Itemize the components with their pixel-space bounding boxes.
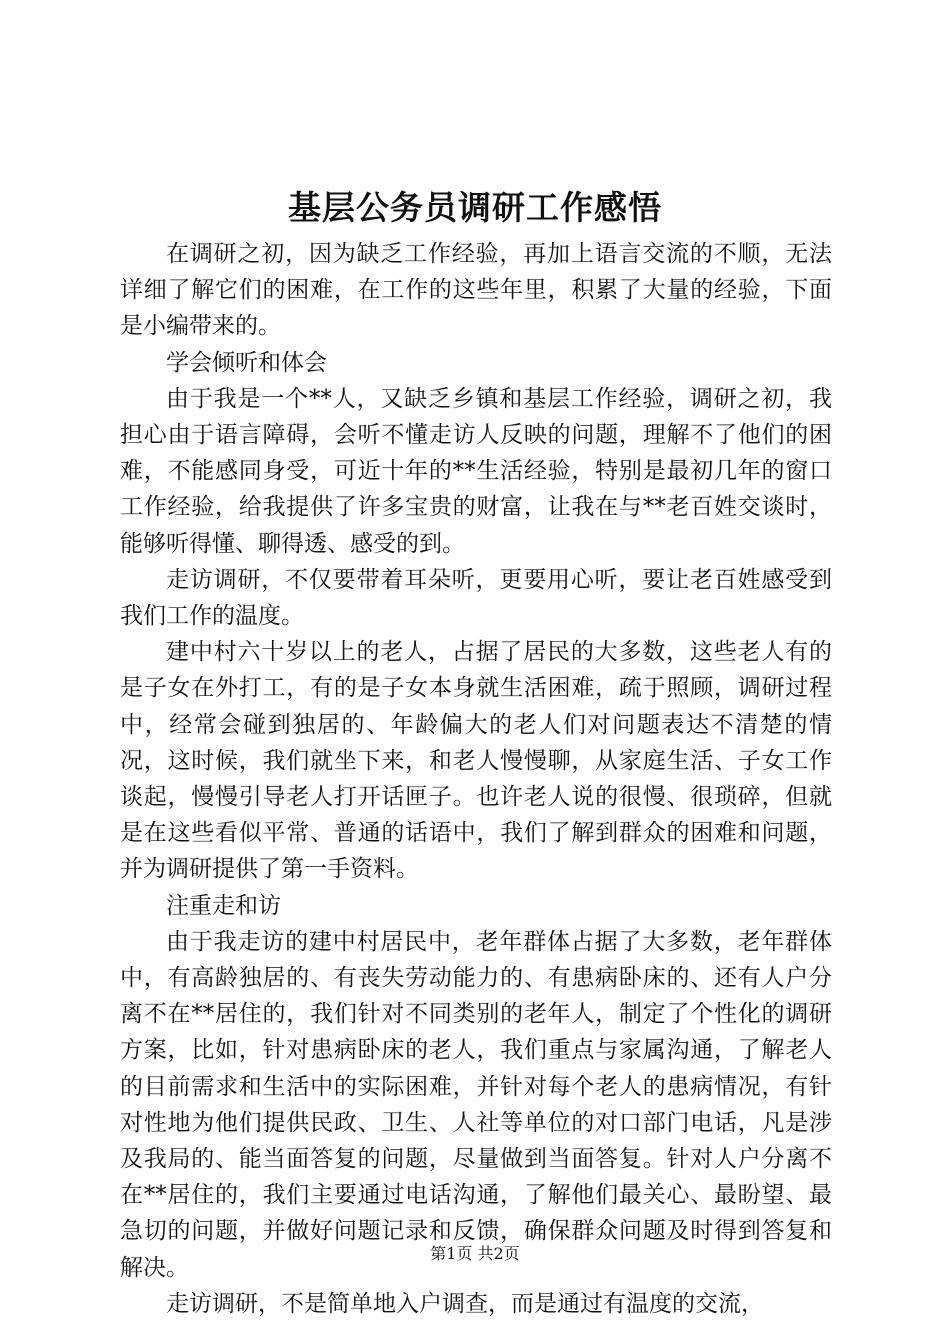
- paragraph-listen-1: 由于我是一个**人，又缺乏乡镇和基层工作经验，调研之初，我担心由于语言障碍，会听不懂走访人反映的问题，理解不了他们的困难，不能感同身受，可近十年的**生活经验，特别是最初几年的窗口工作经验，给我提供了许多宝贵的财富，让我在与**老百姓交谈时，能够听得懂、聊得透、感受的到。: [120, 385, 832, 557]
- paragraph-intro: 在调研之初，因为缺乏工作经验，再加上语言交流的不顺，无法详细了解它们的困难，在工作的这些年里，积累了大量的经验，下面是小编带来的。: [120, 241, 832, 340]
- paragraph-listen-3: 建中村六十岁以上的老人，占据了居民的大多数，这些老人有的是子女在外打工，有的是子女本身就生活困难，疏于照顾，调研过程中，经常会碰到独居的、年龄偏大的老人们对问题表达不清楚的情况，这时候，我们就坐下来，和老人慢慢聊，从家庭生活、子女工作谈起，慢慢引导老人打开话匣子。也许老人说的很慢、很琐碎，但就是在这些看似平常、普通的话语中，我们了解到群众的困难和问题，并为调研提供了第一手资料。: [120, 639, 832, 883]
- page-footer: 第1页 共2页: [430, 1244, 520, 1263]
- paragraph-visit-1: 由于我走访的建中村居民中，老年群体占据了大多数，老年群体中，有高龄独居的、有丧失劳动能力的、有患病卧床的、还有人户分离不在**居住的，我们针对不同类别的老年人，制定了个性化的调研方案，比如，针对患病卧床的老人，我们重点与家属沟通，了解老人的目前需求和生活中的实际困难，并针对每个老人的患病情况，有针对性地为他们提供民政、卫生、人社等单位的对口部门电话，凡是涉及我局的、能当面答复的问题，尽量做到当面答复。针对人户分离不在**居住的，我们主要通过电话沟通，了解他们最关心、最盼望、最急切的问题，并做好问题记录和反馈，确保群众问题及时得到答复和解决。: [120, 928, 832, 1281]
- document-title: 基层公务员调研工作感悟: [288, 188, 662, 227]
- paragraph-visit-2: 走访调研，不是简单地入户调查，而是通过有温度的交流，: [166, 1290, 764, 1317]
- section-heading-visit: 注重走和访: [166, 892, 281, 919]
- section-heading-listen: 学会倾听和体会: [166, 349, 327, 376]
- document-body: [120, 236, 832, 1322]
- paragraph-listen-2: 走访调研，不仅要带着耳朵听，更要用心听，要让老百姓感受到我们工作的温度。: [120, 566, 832, 630]
